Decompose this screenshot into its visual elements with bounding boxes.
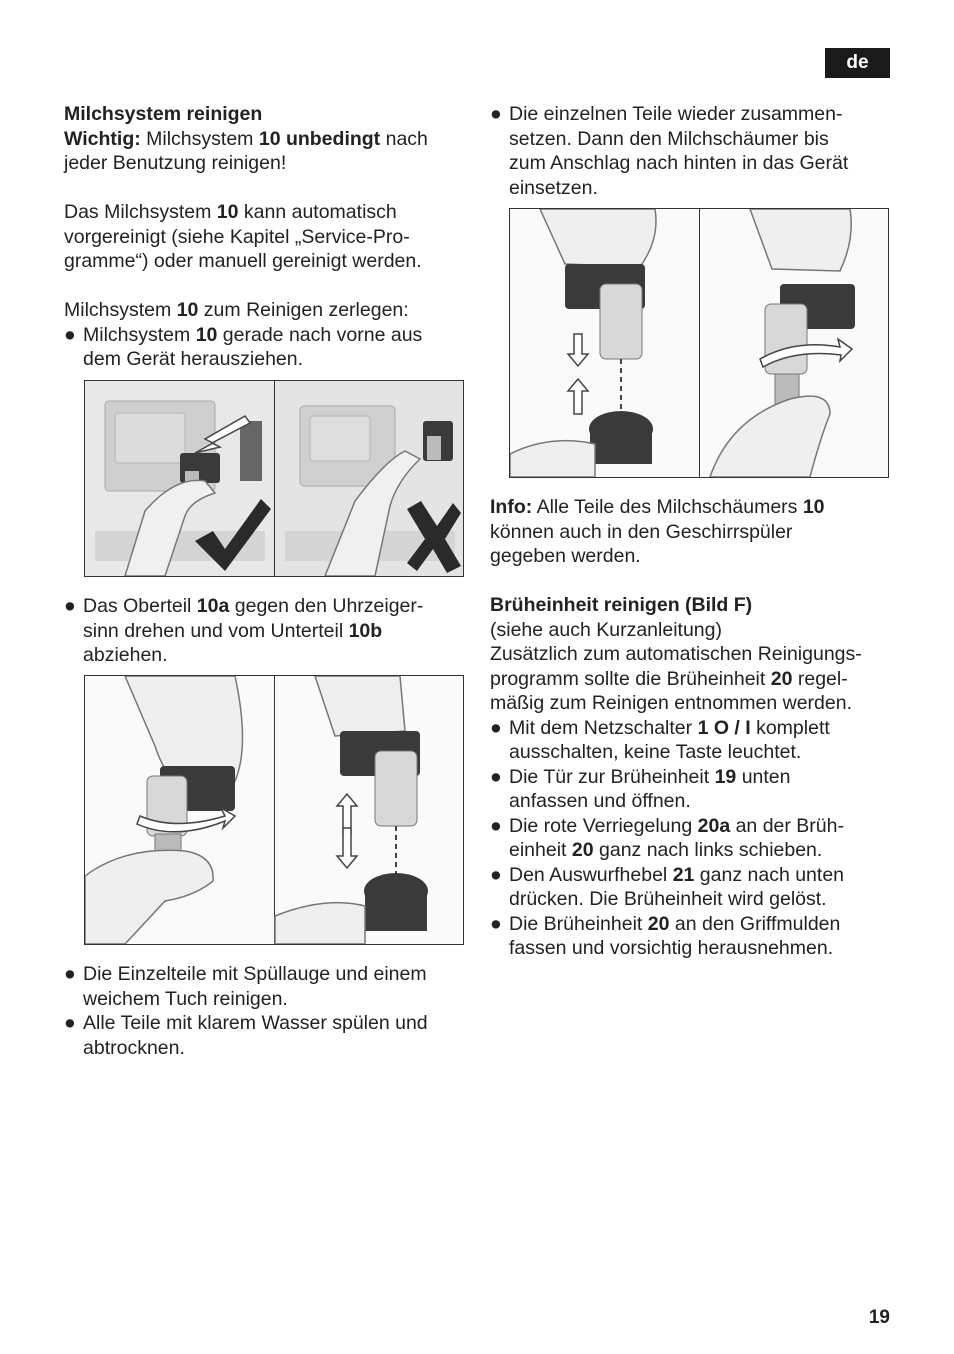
bullet-icon: ●: [64, 595, 76, 617]
list-item: ● Mit dem Netzschalter 1 O / I komplett ausschalten, keine Taste leuchtet.: [490, 716, 830, 763]
list-item: ● Alle Teile mit klarem Wasser spülen und abtrocknen.: [64, 1012, 428, 1059]
page-number: 19: [868, 1307, 890, 1328]
right-column-top: [490, 102, 890, 200]
paragraph-line: programm sollte die Brüheinheit 20 regel-: [490, 667, 848, 690]
bullet-icon: ●: [490, 103, 502, 125]
list-item: ● Die Einzelteile mit Spüllauge und einem weichem Tuch reinigen.: [64, 963, 427, 1010]
info-note: Info: Alle Teile des Milchschäumers 10: [490, 496, 825, 518]
list-item: ● Die einzelnen Teile wieder zusammen- setzen. Dann den Milchschäumer bis zum Anschlag nach hinten in das Gerät einsetzen.: [490, 103, 849, 199]
section-title-milk: Milchsystem reinigen: [64, 103, 263, 125]
list-item: ● Milchsystem 10 gerade nach vorne aus dem Gerät herausziehen.: [64, 323, 423, 370]
language-tab: de: [825, 48, 890, 78]
paragraph-line: (siehe auch Kurzanleitung): [490, 618, 722, 641]
important-note: Wichtig: Milchsystem 10 unbedingt nach: [64, 127, 428, 150]
paragraph-line: mäßig zum Reinigen entnommen werden.: [490, 692, 853, 714]
list-item: ● Die Brüheinheit 20 an den Griffmulden fassen und vorsichtig herausnehmen.: [490, 912, 841, 959]
paragraph-line: vorgereinigt (siehe Kapitel „Service-Pro-: [64, 225, 410, 248]
list-item: ● Den Auswurfhebel 21 ganz nach unten drücken. Die Brüheinheit wird gelöst.: [490, 863, 845, 910]
bullet-icon: ●: [64, 963, 76, 985]
left-column-bottom: [64, 962, 464, 1060]
figure-pull-out: [84, 380, 464, 577]
list-item: ● Die Tür zur Brüheinheit 19 unten anfassen und öffnen.: [490, 765, 791, 812]
figure-reassemble: [509, 208, 889, 478]
section-title-brew-unit: Brüheinheit reinigen (Bild F): [490, 594, 753, 616]
left-column-mid: [64, 594, 464, 668]
bullet-icon: ●: [64, 1012, 76, 1034]
paragraph-line: Zusätzlich zum automatischen Reinigungs-: [490, 643, 862, 665]
paragraph-line: Milchsystem 10 zum Reinigen zerlegen:: [64, 299, 409, 321]
list-item: ● Die rote Verriegelung 20a an der Brüh- einheit 20 ganz nach links schieben.: [490, 814, 844, 861]
right-column-bottom: [490, 495, 890, 961]
bullet-icon: ●: [64, 323, 76, 346]
list-item: ● Das Oberteil 10a gegen den Uhrzeiger- sinn drehen und vom Unterteil 10b abziehen.: [64, 595, 424, 666]
bullet-icon: ●: [490, 863, 502, 886]
figure-rotate-disassemble: [84, 675, 464, 945]
paragraph-line: können auch in den Geschirrspüler: [490, 520, 793, 543]
bullet-icon: ●: [490, 765, 502, 788]
paragraph-line: Das Milchsystem 10 kann automatisch: [64, 201, 397, 223]
bullet-icon: ●: [490, 912, 502, 935]
bullet-icon: ●: [490, 716, 502, 739]
bullet-icon: ●: [490, 814, 502, 837]
left-column: [64, 102, 464, 372]
important-note-line2: jeder Benutzung reinigen!: [64, 152, 287, 174]
paragraph-line: gramme“) oder manuell gereinigt werden.: [64, 250, 422, 272]
paragraph-line: gegeben werden.: [490, 545, 641, 567]
